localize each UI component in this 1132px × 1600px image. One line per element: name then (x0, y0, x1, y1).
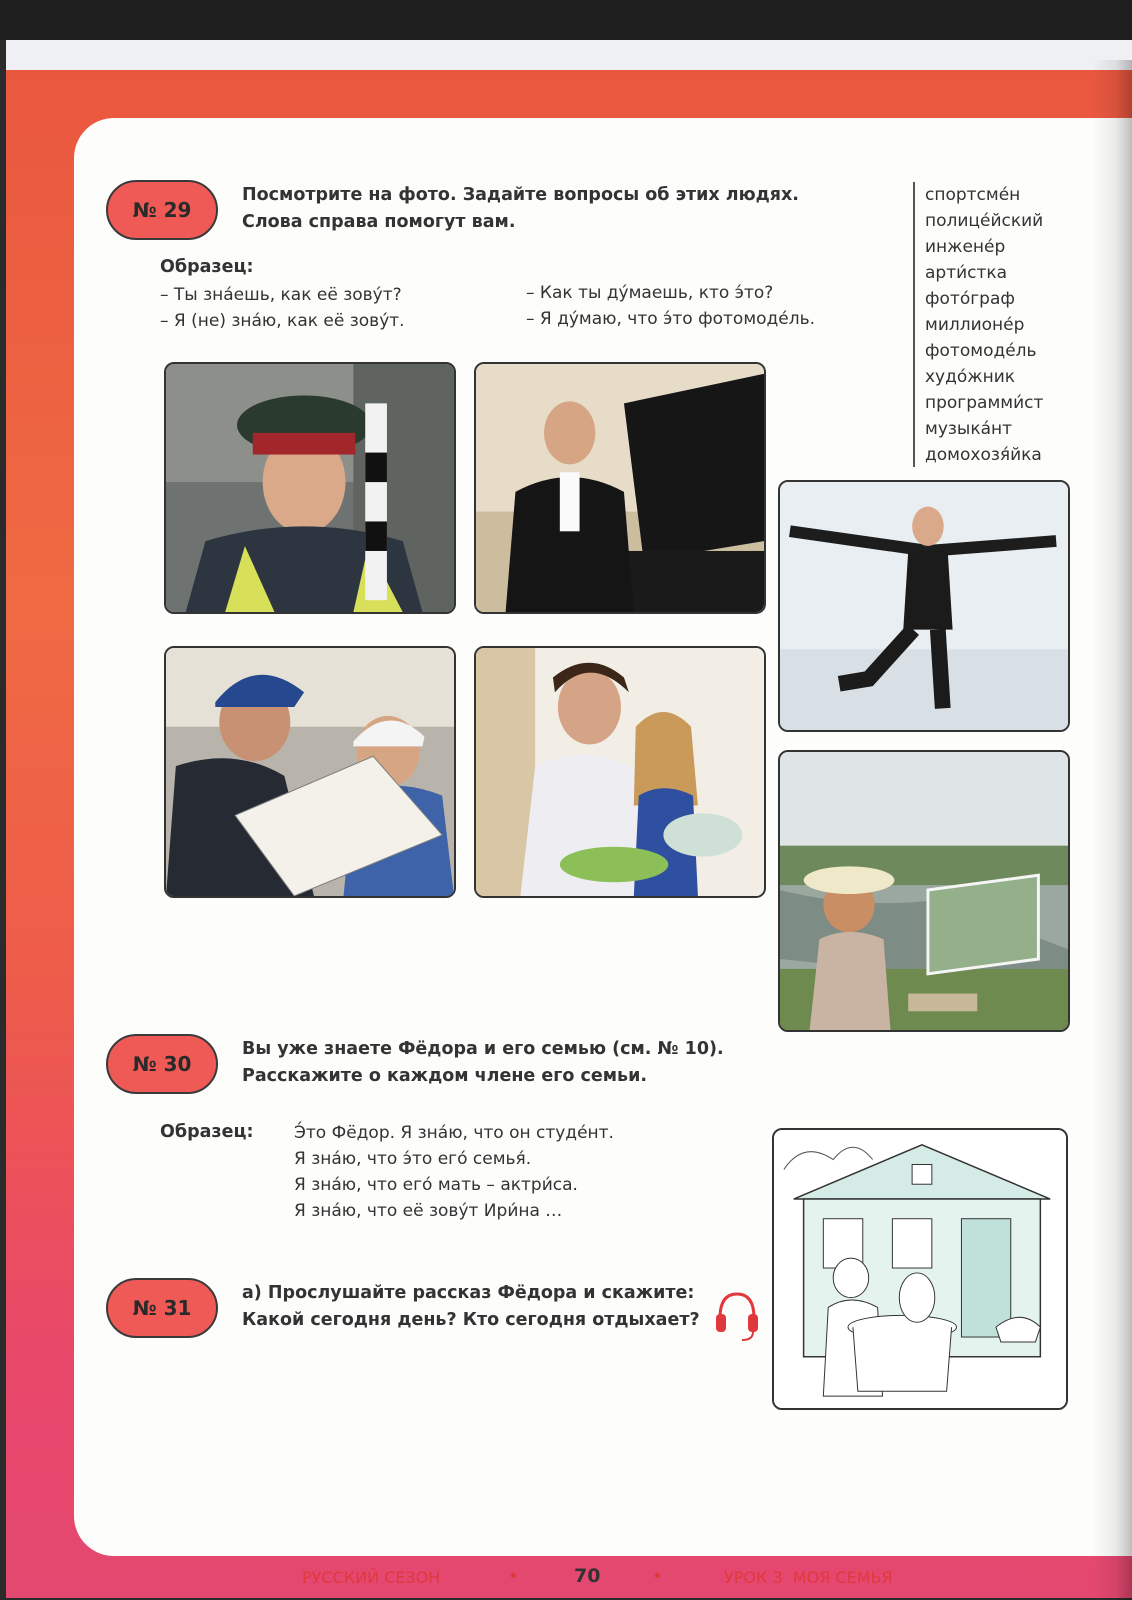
task-29-word-list (913, 182, 1073, 467)
scan-background (0, 0, 1132, 40)
headphones-icon[interactable] (714, 1288, 760, 1344)
task-30-badge (106, 1034, 218, 1094)
sample-line: – Ты зна́ешь, как её зову́т? (160, 285, 402, 305)
word-item: музыка́нт (925, 419, 1013, 439)
page-binding-shadow (1092, 60, 1132, 1600)
sample-line: – Я ду́маю, что э́то фотомоде́ль. (526, 309, 816, 329)
word-item: фотомоде́ль (925, 341, 1037, 361)
word-item: домохозя́йка (925, 445, 1042, 465)
word-item: полице́йский (925, 211, 1044, 231)
task-31-title-line1: а) Прослушайте рассказ Фёдора и скажите: (242, 1283, 695, 1303)
sample-line: Я зна́ю, что её зову́т Ири́на … (294, 1201, 563, 1221)
task-30-number: № 30 (132, 1052, 192, 1076)
word-item: миллионе́р (925, 315, 1025, 335)
task-29-sample-right (526, 280, 815, 332)
task-29-title-line1: Посмотрите на фото. Задайте вопросы об этих людях. (242, 185, 799, 205)
task-29-title (242, 182, 799, 236)
word-item: программи́ст (925, 393, 1044, 413)
task-31-title-line2: Какой сегодня день? Кто сегодня отдыхает? (242, 1310, 700, 1330)
task-30-title-line1: Вы уже знаете Фёдора и его семью (см. № 10). (242, 1039, 724, 1059)
footer-separator: • (508, 1566, 519, 1587)
sample-line: – Как ты ду́маешь, кто э́то? (526, 283, 774, 303)
painter-photo (778, 750, 1070, 1032)
figure-skater-photo (778, 480, 1070, 732)
task-29-badge (106, 180, 218, 240)
word-item: худо́жник (925, 367, 1016, 387)
family-house-illustration (772, 1128, 1068, 1410)
police-officer-photo (164, 362, 456, 614)
footer-lesson-title: УРОК 3 МОЯ СЕМЬЯ (724, 1568, 893, 1587)
word-item: фото́граф (925, 289, 1015, 309)
cover-edge (6, 40, 1132, 74)
task-29-sample-left (160, 282, 405, 334)
sample-line: – Я (не) зна́ю, как её зову́т. (160, 311, 405, 331)
task-29-sample-label: Образец: (160, 257, 254, 277)
textbook-page (74, 118, 1132, 1587)
task-31-badge (106, 1278, 218, 1338)
word-item: спортсме́н (925, 185, 1021, 205)
sample-line: Я зна́ю, что э́то его́ семья́. (294, 1149, 532, 1169)
page-number: 70 (574, 1565, 601, 1587)
footer-book-title: РУССКИЙ СЕЗОН (302, 1568, 441, 1587)
task-29-title-line2: Слова справа помогут вам. (242, 212, 516, 232)
sample-line: Я зна́ю, что его́ мать – актри́са. (294, 1175, 578, 1195)
word-item: инжене́р (925, 237, 1006, 257)
mother-daughter-photo (474, 646, 766, 898)
task-30-sample-label: Образец: (160, 1122, 254, 1142)
footer-separator: • (652, 1566, 663, 1587)
engineers-photo (164, 646, 456, 898)
task-31-title (242, 1280, 700, 1334)
task-31-number: № 31 (132, 1296, 192, 1320)
task-30-sample-lines (294, 1120, 614, 1224)
pianist-photo (474, 362, 766, 614)
sample-line: Э́то Фёдор. Я зна́ю, что он студе́нт. (294, 1123, 614, 1143)
task-29-number: № 29 (132, 198, 192, 222)
task-30-title (242, 1036, 724, 1090)
word-item: арти́стка (925, 263, 1008, 283)
task-30-title-line2: Расскажите о каждом члене его семьи. (242, 1066, 648, 1086)
